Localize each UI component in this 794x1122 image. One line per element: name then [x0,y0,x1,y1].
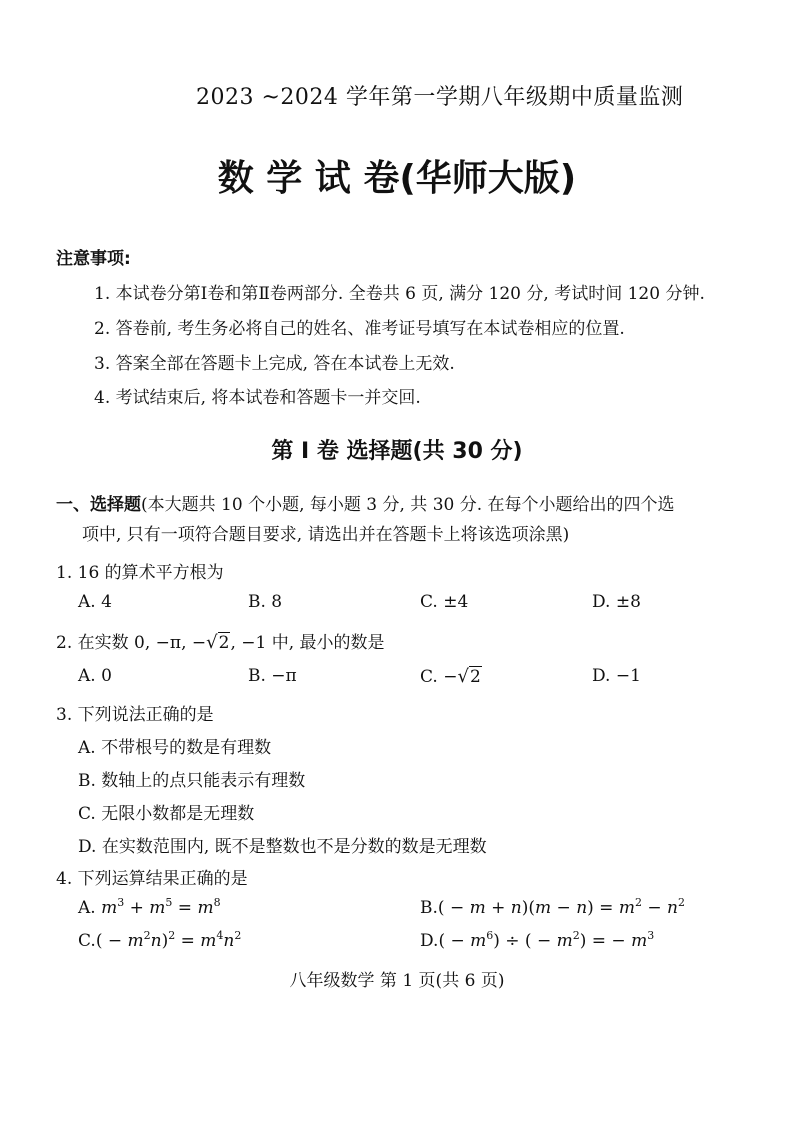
question-2-option-c [420,666,482,687]
question-1-option-b: B. 8 [248,592,283,612]
question-2-option-a: A. 0 [78,666,112,686]
var-n: n [150,931,162,951]
question-3-option-a: A. 不带根号的数是有理数 [78,738,272,758]
exponent: 2 [143,929,151,942]
option-label: B. [420,898,438,918]
question-4-option-b: $B.( - m + n)(m - n) = m^2 - n^2$ [420,896,685,918]
question-1-option-c: C. ±4 [420,592,469,612]
exponent: 2 [234,929,242,942]
question-4-option-d: $D.( - m^6)$ ÷ ( − $m^2$) = − $m^3$ [420,929,655,951]
question-3-option-c: C. 无限小数都是无理数 [78,804,255,824]
question-2-stem-radicand: 2 [218,633,230,653]
intro-label: 一、选择题 [56,495,141,515]
option-label: A. [78,898,96,918]
var-m: m [469,898,486,918]
question-4-option-c: $C.( - m^2n)^2 = m^4n^2$ [78,929,242,951]
exponent: 2 [634,896,642,909]
var-n: n [510,898,522,918]
option-label: C. [78,931,96,951]
exponent: 5 [165,896,173,909]
exponent: 3 [117,896,125,909]
var-m: m [535,898,552,918]
sqrt-symbol: √ [457,666,469,687]
question-3-stem: 3. 下列说法正确的是 [56,705,214,725]
section-title: 第 Ⅰ 卷 选择题(共 30 分) [271,439,523,464]
notice-item-1: 1. 本试卷分第Ⅰ卷和第Ⅱ卷两部分. 全卷共 6 页, 满分 120 分, 考试时间 120 分钟. [94,284,705,304]
exponent: 6 [486,929,494,942]
var-m: m [200,931,217,951]
question-2-option-d: D. −1 [592,666,641,686]
var-m: m [556,931,573,951]
question-1-stem: 1. 16 的算术平方根为 [56,563,224,583]
var-m: m [618,898,635,918]
var-m: m [149,898,166,918]
question-3-option-b: B. 数轴上的点只能表示有理数 [78,771,306,791]
notice-label: 注意事项: [56,249,131,269]
exponent: 3 [647,929,655,942]
exponent: 4 [216,929,224,942]
exam-header: 2023 ~2024 学年第一学期八年级期中质量监测 [196,85,684,110]
page-footer: 八年级数学 第 1 页(共 6 页) [289,971,505,991]
question-1-option-a: A. 4 [78,592,112,612]
sqrt-symbol: √ [206,632,218,653]
var-m: m [631,931,648,951]
notice-item-3: 3. 答案全部在答题卡上完成, 答在本试卷上无效. [94,354,455,374]
intro-line-1 [56,490,772,520]
exponent: 2 [168,929,176,942]
var-m: m [470,931,487,951]
question-4-option-a: A. $m^3 + m^5 = m^8$ [78,896,221,918]
question-2-option-c-radicand: 2 [469,667,481,687]
question-3-option-d: D. 在实数范围内, 既不是整数也不是分数的数是无理数 [78,837,487,857]
question-1-option-d: D. ±8 [592,592,641,612]
exponent: 2 [677,896,685,909]
question-2-option-b: B. −π [248,666,297,686]
question-2-option-c-pre: C. − [420,667,458,687]
exponent: 2 [572,929,580,942]
var-m: m [101,898,118,918]
question-2-stem-pre: 2. 在实数 0, −π, − [56,633,207,653]
question-4-stem: 4. 下列运算结果正确的是 [56,869,248,889]
question-2-stem-post: , −1 中, 最小的数是 [230,633,385,653]
exponent: 8 [213,896,221,909]
var-m: m [127,931,144,951]
notice-item-4: 4. 考试结束后, 将本试卷和答题卡一并交回. [94,388,421,408]
var-n: n [223,931,235,951]
var-m: m [197,898,214,918]
question-2-stem [56,628,385,653]
section-intro [56,490,772,550]
notice-item-2: 2. 答卷前, 考生务必将自己的姓名、准考证号填写在本试卷相应的位置. [94,319,625,339]
intro-text-2: 项中, 只有一项符合题目要求, 请选出并在答题卡上将该选项涂黑) [82,525,570,545]
var-n: n [576,898,588,918]
page-title: 数 学 试 卷(华师大版) [217,158,577,199]
option-label: D. [420,931,439,951]
var-n: n [667,898,678,918]
intro-text-1: (本大题共 10 个小题, 每小题 3 分, 共 30 分. 在每个小题给出的四个选 [141,495,675,515]
